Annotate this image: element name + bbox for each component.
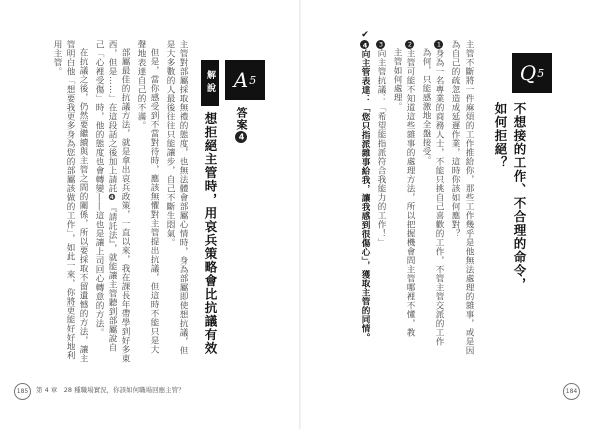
question-title-line-1: 不想接的工作、不合理的命令， <box>512 102 527 291</box>
answer-body-line-3: 但是，當你感受到不當對待時，應該無懼對主管提出抗議，但這時不能只是大 <box>149 48 159 354</box>
answer-body-line-5: 部屬最佳的抗議方法，就是拿出哀兵政策，一直以來，我在課長年帶學到好多東 <box>120 48 130 363</box>
question-badge-number: 5 <box>537 66 545 80</box>
option-3-line-1 <box>376 40 386 247</box>
option-1-text-1: 身為一名專業的商務人士，不能只挑自己喜歡的工作，不管主管交派的工作 <box>434 49 444 346</box>
answer-body-line-4: 聲地表達自己的不滿。 <box>136 40 146 130</box>
answer-label <box>233 107 249 143</box>
option-2-text-1: 主管可能不知道這些雜事的處理方法，所以把握機會問主管哪裡不懂，教 <box>405 49 415 337</box>
option-1-line-2: 為何，只能感激地全盤接受。 <box>421 48 431 165</box>
question-title-line-2: 如何拒絕？ <box>493 102 508 170</box>
answer-label-text: 答案 <box>235 107 248 131</box>
answer-badge-letter: A <box>233 68 249 92</box>
option-3-number: 3 <box>376 40 385 49</box>
explain-label: 解說 <box>201 60 219 106</box>
answer-body-line-9: 管明白他「想要我更多身為您的部屬該做的工作」，如此一來，你將更能好好地利 <box>65 40 75 360</box>
left-page-number: 185 <box>14 383 31 400</box>
right-page-number: 184 <box>563 383 580 400</box>
answer-body-line-8: 在抗議之後，仍然要繼續與主管之間的關係，所以要採取不留遺憾的方法，讓主 <box>78 48 88 363</box>
answer-badge-number: 5 <box>249 73 257 87</box>
option-1-number: 1 <box>434 40 443 49</box>
option-2-line-1 <box>405 40 415 337</box>
page-gutter <box>299 0 301 429</box>
check-mark-icon: ✔ <box>360 30 370 41</box>
answer-body-line-1: 主管對部屬採取無禮的態度，也無法體會部屬心情時，身為部屬即使想抗議，但 <box>178 40 188 355</box>
answer-body-line-2: 是大多數的人最後往往只能讓步，自己不斷生悶氣。 <box>165 40 175 247</box>
option-4-number: 4 <box>360 40 369 49</box>
option-4-line-1 <box>360 30 370 342</box>
option-2-number: 2 <box>405 40 414 49</box>
chapter-footer: 第 4 章 28 種職場實況，你該如何職場回應主管？ <box>36 386 185 394</box>
option-3-text-1: 向主管抗議：「希望能指派符合我能力的工作！」 <box>376 49 386 247</box>
answer-number: 4 <box>235 131 247 143</box>
question-body-line-2: 為自己的疏忽造成延遲作業，這時你該如何應對？ <box>450 40 460 238</box>
answer-body-line-7: 己「心裡受傷」時，他的態度也會轉變――這也是讓上司回心轉意的方法。 <box>94 40 104 337</box>
question-badge-letter: Q <box>519 61 537 85</box>
option-4-text-1: 向主管表達：「您只指派雜事給我，讓我感到很傷心」，獲取主管的同情。 <box>360 49 370 343</box>
answer-badge <box>225 60 265 100</box>
answer-body-line-10: 用主管。 <box>52 40 62 76</box>
answer-body-line-6: 西，但是……」在這段話之後加上請託❹『請託法』，就能讓主管聽到部屬說自 <box>107 40 117 353</box>
answer-title: 想拒絕主管時，用哀兵策略會比抗議有效 <box>203 112 218 355</box>
question-body-line-1: 主管不斷將一件麻煩的工作推給你，那些工作幾乎是他無法處理的雜事，或是因 <box>464 40 474 355</box>
option-1-line-1 <box>434 40 444 346</box>
option-2-line-2: 主管如何處理。 <box>392 48 402 111</box>
question-badge <box>512 53 552 93</box>
